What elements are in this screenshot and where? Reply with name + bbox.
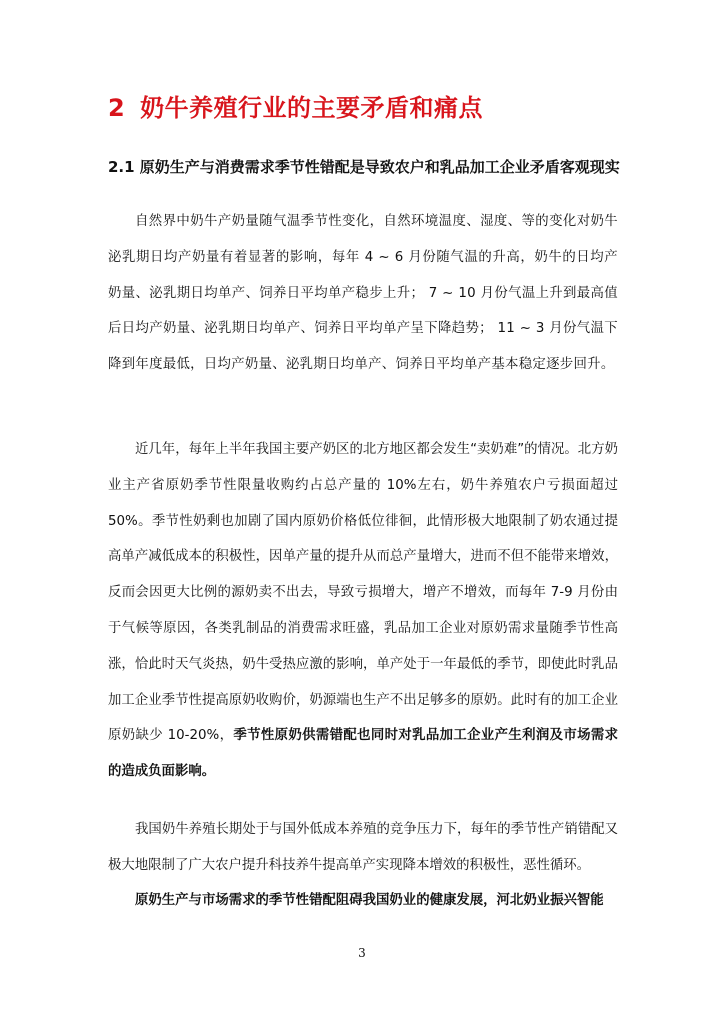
subsection-heading: 2.1 原奶生产与消费需求季节性错配是导致农户和乳品加工企业矛盾客观现实 — [108, 158, 620, 176]
section-number: 2 — [108, 94, 126, 122]
paragraph-conclusion-bold: 原奶生产与市场需求的季节性错配阻碍我国奶业的健康发展，河北奶业振兴智能 — [135, 893, 604, 908]
section-title: 奶牛养殖行业的主要矛盾和痛点 — [140, 94, 484, 122]
paragraph-text: 近几年，每年上半年我国主要产奶区的北方地区都会发生“卖奶难”的情况。北方奶业主产省原奶季节性限量收购约占总产量的 10%左右，奶牛养殖农户亏损面超过 50%。季节性奶剩也加剧了国内原奶价格低位徘徊，此情形极大地限制了奶农通过提高单产减低成本的积极性，因单产量的提升从而总产量增大，进而不但不能带来增效，反而会因更大比例的源奶卖不出去，导致亏损增大，增产不增效，而每年 7-9 月份由于气候等原因，各类乳制品的消费需求旺盛，乳品加工企业对原奶需求量随季节性高涨，恰此时天气炎热，奶牛受热应激的影响，单产处于一年最低的季节，即使此时乳品加工企业季节性提高原奶收购价，奶源端也生产不出足够多的原奶。此时有的加工企业原奶缺少 10-20%， — [108, 442, 618, 744]
page-number: 3 — [358, 946, 366, 960]
paragraph-market-mismatch — [108, 432, 618, 790]
paragraph-competition: 我国奶牛养殖长期处于与国外低成本养殖的竞争压力下，每年的季节性产销错配又极大地限制了广大农户提升科技养牛提高单产实现降本增效的积极性，恶性循环。 — [108, 822, 618, 873]
paragraph-bold-text: 季节性原奶供需错配也同时对乳品加工企业产生利润及市场需求的造成负面影响。 — [108, 728, 618, 780]
paragraph-seasonal-yield: 自然界中奶牛产奶量随气温季节性变化，自然环境温度、湿度、等的变化对奶牛泌乳期日均产奶量有着显著的影响，每年 4 ~ 6 月份随气温的升高，奶牛的日均产奶量、泌乳期日均单产、饲养日平均单产稳步上升； 7 ~ 10 月份气温上升到最高值后日均产奶量、泌乳期日均单产、饲养日平均单产呈下降趋势； 11 ~ 3 月份气温下降到年度最低，日均产奶量、泌乳期日均单产、饲养日平均单产基本稳定逐步回升。 — [108, 214, 618, 373]
section-heading — [108, 88, 483, 123]
